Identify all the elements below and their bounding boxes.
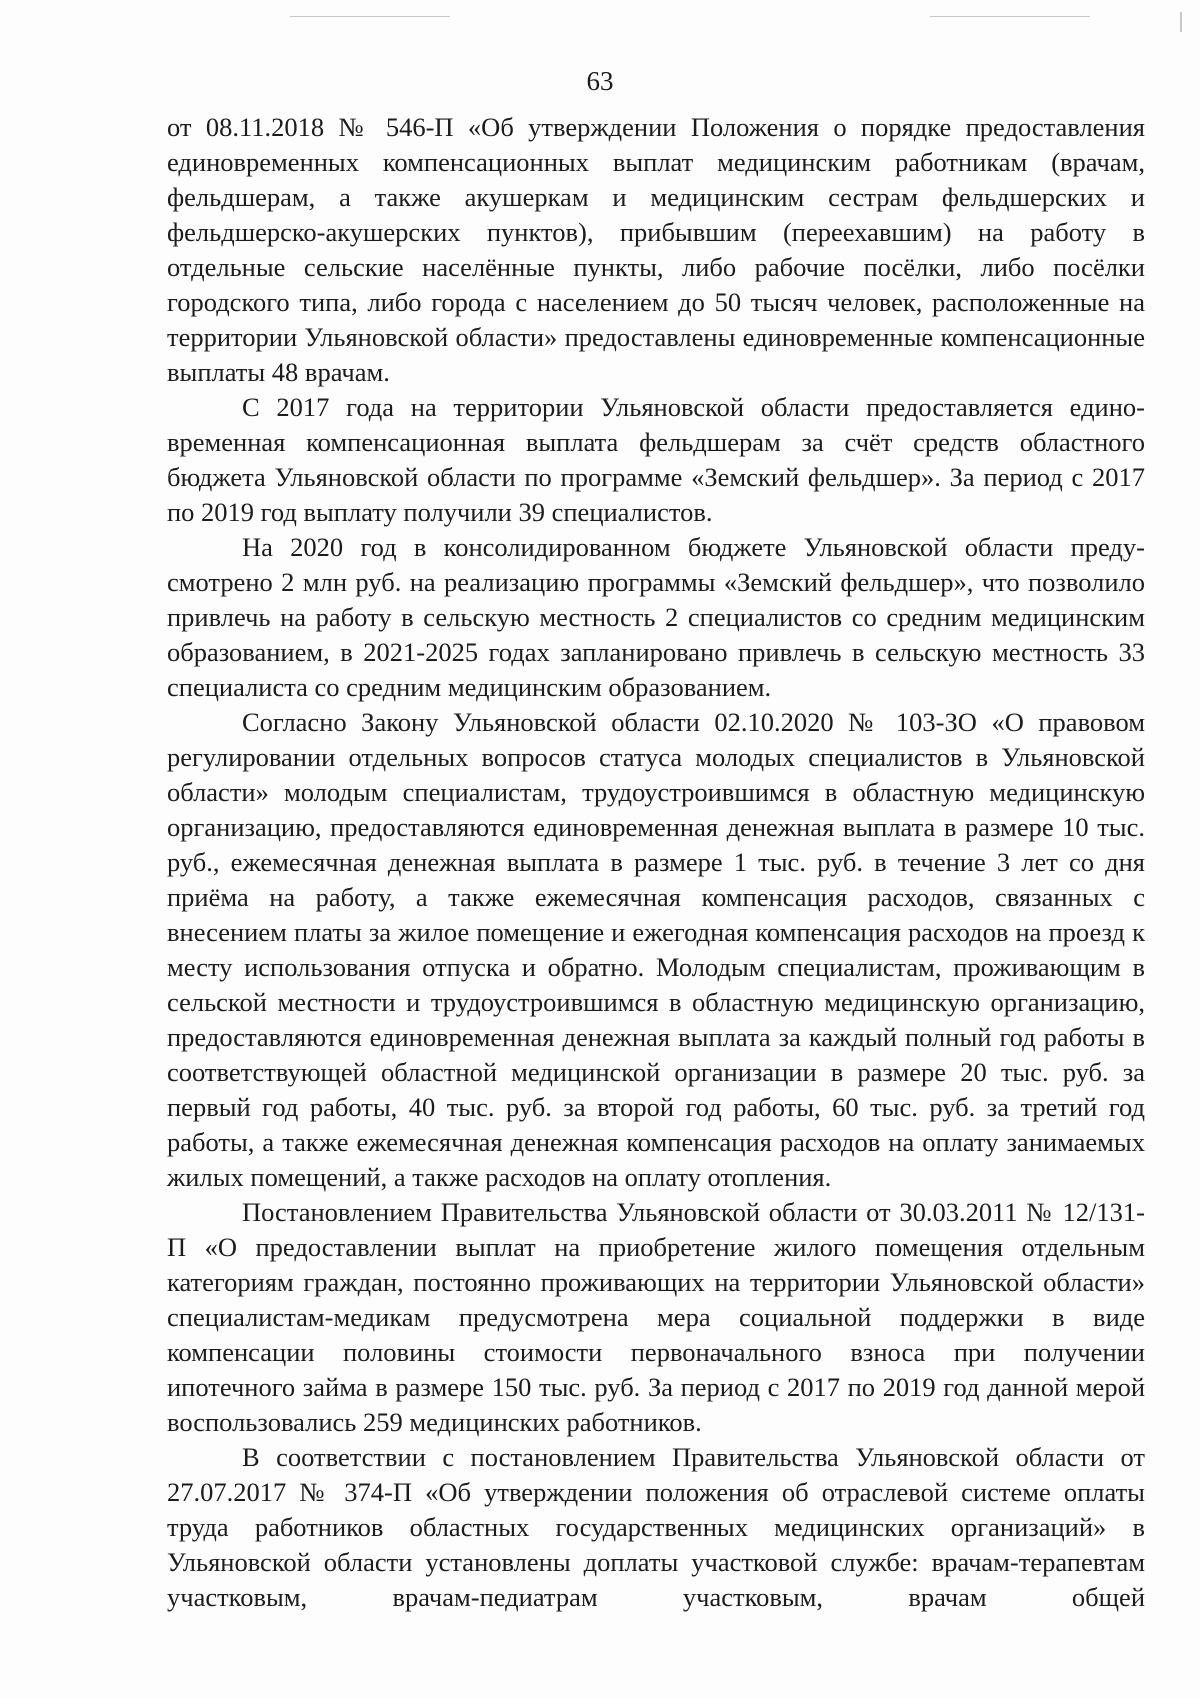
scan-artifact-top — [290, 16, 450, 17]
scan-artifact-corner — [1180, 12, 1182, 32]
paragraph-continuation: от 08.11.2018 № 546-П «Об утверждении Положения о порядке предоставления единовременных компенсационных выплат медицинским работникам (врачам, фельдшерам, а также акушеркам и медицинским сестрам фельдшерских и фельдшерско-акушерских пунктов), прибывшим (переехавшим) на работу в отдельные сельские населённые пункты, либо рабочие посёлки, либо посёлки городского типа, либо города с населением до 50 тысяч человек, расположенные на территории Ульяновской области» предоставлены единовременные компенсационные выплаты 48 врачам. — [167, 112, 1145, 387]
paragraph-housing-resolution: Постановлением Правительства Ульяновской области от 30.03.2011 № 12/131-П «О предоставлении выплат на приобретение жилого помещения отдельным категориям граждан, постоянно проживающих на территории Ульяновской области» специалистам-медикам предусмотрена мера социальной поддержки в виде компенсации половины стоимости первоначального взноса при получении ипотечного займа в размере 150 тыс. руб. За период с 2017 по 2019 год данной мерой воспользовались 259 медицинских работников. — [167, 1197, 1145, 1437]
scan-artifact-top-right — [930, 16, 1090, 17]
document-body — [167, 110, 1145, 1615]
paragraph-young-specialists-law: Согласно Закону Ульяновской области 02.10.2020 № 103-ЗО «О правовом регулировании отдельных вопросов статуса молодых специалистов в Ульяновской области» молодым специалистам, трудоустроившимся в областную медицинскую организацию, предоставляются единовременная денежная выплата в размере 10 тыс. руб., ежемесячная денежная выплата в размере 1 тыс. руб. в течение 3 лет со дня приёма на работу, а также ежемесячная компенсация расходов, связанных с внесением платы за жилое помещение и ежегодная компенсация расходов на проезд к месту использования отпуска и обратно. Молодым специалистам, проживающим в сельской местности и трудоустроившимся в областную медицинскую организацию, предоставляются единовременная денежная выплата за каждый полный год работы в соответствующей областной медицинской организации в размере 20 тыс. руб. за первый год работы, 40 тыс. руб. за второй год работы, 60 тыс. руб. за третий год работы, а также ежемесячная денежная компенсация расходов на оплату занимаемых жилых помещений, а также расходов на оплату отопления. — [167, 707, 1145, 1192]
paragraph-budget-2020: На 2020 год в консолидированном бюджете Ульяновской области предусмотрено 2 млн руб. на реализацию программы «Земский фельдшер», что позволило привлечь на работу в сельскую местность 2 специалистов со средним медицинским образованием, в 2021-2025 годах запланировано привлечь в сельскую местность 33 специалиста со средним медицинским образованием. — [167, 532, 1145, 702]
paragraph-pay-system-resolution: В соответствии с постановлением Правительства Ульяновской области от 27.07.2017 № 374-П «Об утверждении положения об отраслевой системе оплаты труда работников областных государственных медицинских организаций» в Ульяновской области установлены доплаты участковой службе: врачам-терапевтам участковым, врачам-педиатрам участковым, врачам общей — [167, 1442, 1145, 1612]
page-number: 63 — [586, 66, 614, 96]
paragraph-zemsky-feldsher: С 2017 года на территории Ульяновской области предоставляется единовременная компенсационная выплата фельдшерам за счёт средств областного бюджета Ульяновской области по программе «Земский фельдшер». За период с 2017 по 2019 год выплату получили 39 специалистов. — [167, 392, 1145, 527]
